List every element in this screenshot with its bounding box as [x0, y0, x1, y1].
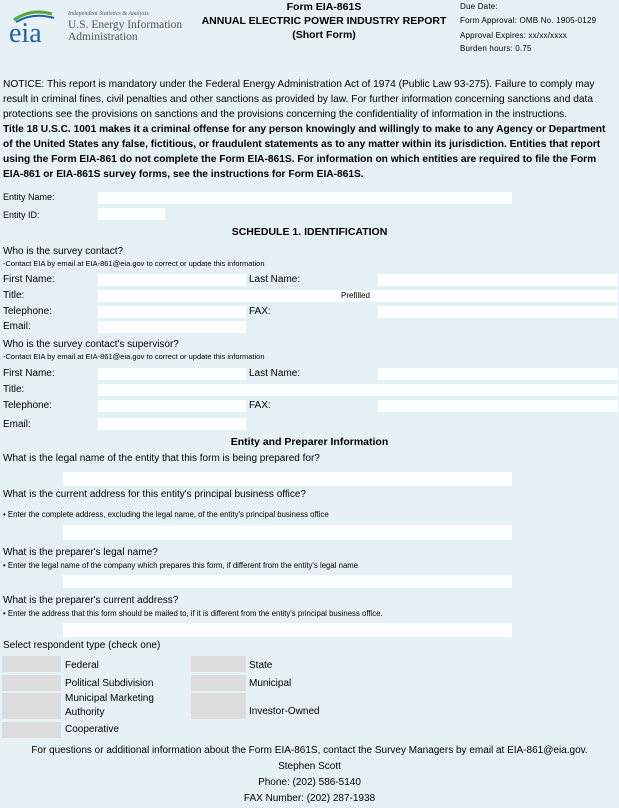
agency-name-line2: Administration: [68, 31, 138, 43]
contact-prefilled-label: Prefilled: [341, 291, 370, 300]
contact-last-name-field[interactable]: [378, 274, 618, 286]
supervisor-first-name-label: First Name:: [3, 368, 55, 379]
checkbox-municipal[interactable]: [191, 675, 246, 691]
logo-text: eia: [9, 18, 42, 46]
supervisor-title-field[interactable]: [98, 384, 618, 396]
address-question: What is the current address for this entity's principal business office?: [3, 489, 306, 500]
cooperative-label: Cooperative: [65, 724, 119, 735]
notice-warning: Title 18 U.S.C. 1001 makes it a criminal offense for any person knowingly and willingly to make to any Agency or Department of the United States any false, fictitious, or fraudulent statements as to any matter within its jurisdiction. Entities that report using the Form EIA-861 do not complete the Form EIA-861S. For information on which entities are required to file the Form EIA-861 or EIA-861S survey forms, see the instructions for Form EIA-861S.: [3, 124, 606, 180]
preparer-address-note: • Enter the address that this form should be mailed to, if it is different from the entity's principal business office.: [3, 609, 383, 618]
contact-telephone-field[interactable]: [98, 306, 246, 318]
supervisor-last-name-field[interactable]: [378, 368, 618, 380]
municipal-marketing-label-line1: Municipal Marketing: [65, 693, 154, 704]
supervisor-fax-label: FAX:: [249, 400, 271, 411]
entity-id-field[interactable]: [98, 208, 165, 220]
footer-contact-line: For questions or additional information about the Form EIA-861S, contact the Survey Managers by email at EIA-861@eia.gov.: [31, 745, 588, 756]
contact-question: Who is the survey contact?: [3, 246, 124, 257]
burden-hours: Burden hours: 0.75: [460, 44, 532, 53]
supervisor-telephone-field[interactable]: [98, 400, 246, 412]
checkbox-political-subdivision[interactable]: [2, 675, 61, 691]
supervisor-question: Who is the survey contact's supervisor?: [3, 339, 179, 350]
footer-manager: Stephen Scott: [278, 761, 341, 772]
contact-telephone-label: Telephone:: [3, 306, 52, 317]
agency-name-line1: U.S. Energy Information: [68, 19, 183, 31]
contact-fax-field[interactable]: [378, 306, 618, 318]
checkbox-state[interactable]: [191, 656, 246, 672]
legal-name-field[interactable]: [63, 472, 512, 486]
address-note: • Enter the complete address, excluding the legal name, of the entity's principal business office: [3, 510, 329, 519]
notice-text: NOTICE: This report is mandatory under the Federal Energy Administration Act of 1974 (Public Law 93-275). Failure to comply may result in criminal fines, civil penalties and other sanctions as provided by law. For further information concerning sanctions and data protections see the provisions on sanctions and the provisions concerning the confidentiality of information in the instructions.: [3, 79, 595, 120]
schedule-title: SCHEDULE 1. IDENTIFICATION: [231, 226, 388, 238]
supervisor-email-label: Email:: [3, 419, 31, 430]
preparer-name-question: What is the preparer's legal name?: [3, 547, 158, 558]
supervisor-note: -Contact EIA by email at EIA-861@eia.gov to correct or update this information: [3, 352, 265, 361]
preparer-name-note: • Enter the legal name of the company which prepares this form, if different from the entity's legal name: [3, 561, 359, 570]
form-title: ANNUAL ELECTRIC POWER INDUSTRY REPORT: [201, 15, 447, 27]
address-field[interactable]: [63, 525, 512, 540]
entity-id-label: Entity ID:: [3, 210, 40, 220]
preparer-address-question: What is the preparer's current address?: [3, 595, 179, 606]
checkbox-federal[interactable]: [2, 656, 61, 672]
notice: [3, 77, 616, 182]
political-subdivision-label: Political Subdivision: [65, 678, 154, 689]
preparer-section-title: Entity and Preparer Information: [230, 436, 389, 448]
supervisor-email-field[interactable]: [98, 418, 246, 430]
form-subtitle: (Short Form): [292, 29, 356, 41]
form-approval: Form Approval: OMB No. 1905-0129: [460, 16, 597, 25]
municipal-marketing-label-line2: Authority: [65, 707, 105, 718]
eia-logo: [6, 6, 66, 46]
supervisor-telephone-label: Telephone:: [3, 400, 52, 411]
contact-first-name-field[interactable]: [98, 274, 246, 286]
preparer-name-field[interactable]: [63, 575, 512, 588]
supervisor-first-name-field[interactable]: [98, 368, 246, 380]
form-name: Form EIA-861S: [286, 1, 362, 13]
contact-first-name-label: First Name:: [3, 274, 55, 285]
footer-phone: Phone: (202) 586-5140: [258, 777, 361, 788]
supervisor-last-name-label: Last Name:: [249, 368, 301, 379]
contact-fax-label: FAX:: [249, 306, 271, 317]
contact-email-label: Email:: [3, 321, 31, 332]
state-label: State: [249, 660, 273, 671]
checkbox-municipal-marketing-authority[interactable]: [2, 693, 61, 719]
entity-name-label: Entity Name:: [3, 192, 55, 202]
investor-owned-label: Investor-Owned: [249, 706, 320, 717]
contact-note: -Contact EIA by email at EIA-861@eia.gov to correct or update this information: [3, 259, 265, 268]
contact-email-field[interactable]: [98, 321, 246, 333]
approval-expires: Approval Expires: xx/xx/xxxx: [460, 31, 567, 40]
municipal-label: Municipal: [249, 678, 292, 689]
contact-last-name-label: Last Name:: [249, 274, 301, 285]
checkbox-investor-owned[interactable]: [191, 693, 246, 719]
preparer-address-field[interactable]: [63, 623, 512, 637]
contact-title-label: Title:: [3, 290, 25, 301]
agency-tagline: Independent Statistics & Analysis: [68, 11, 149, 17]
supervisor-fax-field[interactable]: [378, 400, 618, 412]
legal-name-question: What is the legal name of the entity that this form is being prepared for?: [3, 453, 320, 464]
due-date: Due Date:: [460, 2, 498, 11]
checkbox-cooperative[interactable]: [2, 722, 61, 738]
federal-label: Federal: [65, 660, 99, 671]
supervisor-title-label: Title:: [3, 384, 25, 395]
respondent-type-label: Select respondent type (check one): [3, 640, 161, 651]
footer-fax: FAX Number: (202) 287-1938: [243, 793, 376, 804]
entity-name-field[interactable]: [98, 192, 512, 204]
